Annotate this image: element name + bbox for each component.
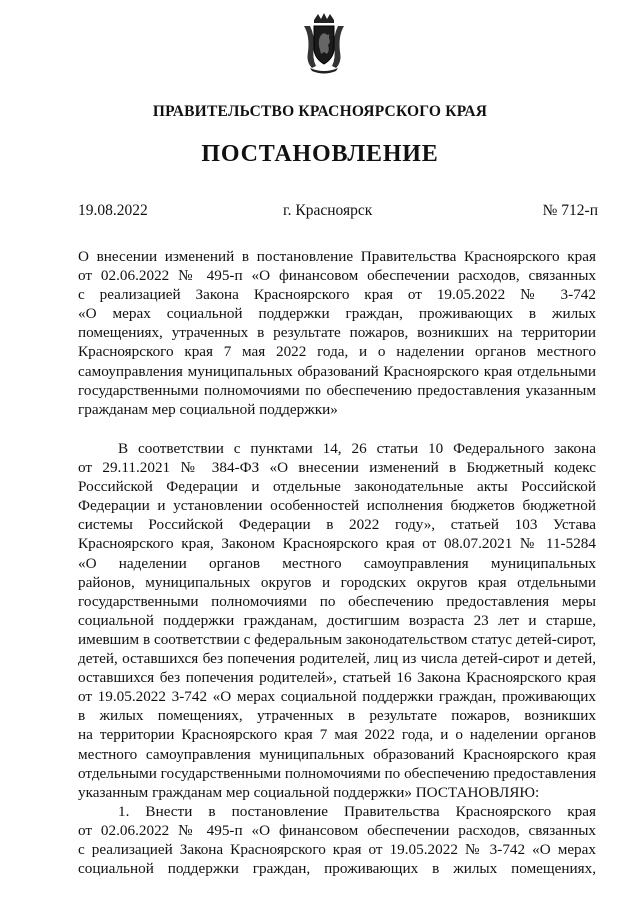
document-subject [78, 247, 596, 419]
subject-line: гражданам мер социальной поддержки» [78, 400, 338, 418]
body-line: «О наделении органов местного самоуправления муниципальных [78, 554, 596, 572]
body-line: Российской Федерации и отдельные законодательные акты Российской [78, 478, 596, 496]
subject-line: Красноярского края 7 мая 2022 года, и о наделении органов местного [78, 343, 596, 361]
document-body [78, 439, 596, 878]
document-number: № 712-п [542, 202, 598, 219]
body-line: районов, муниципальных округов и городских округов края отдельными [78, 573, 596, 591]
subject-line: с реализацией Закона Красноярского края от 19.05.2022 № 3-742 [78, 286, 596, 304]
body-line: детей, оставшихся без попечения родителей, лиц из числа детей-сирот и детей, [78, 650, 596, 668]
document-type-title: ПОСТАНОВЛЕНИЕ [201, 141, 439, 167]
coat-of-arms-icon [300, 12, 348, 74]
body-line: от 02.06.2022 № 495-п «О финансовом обеспечении расходов, связанных [78, 821, 596, 839]
body-line: системы Российской Федерации в 2022 году», статьей 103 Устава [78, 516, 596, 534]
body-line: социальной поддержки гражданам, достигшим возраста 23 лет и старше, [78, 611, 596, 629]
body-line: указанным гражданам мер социальной поддержки» ПОСТАНОВЛЯЮ: [78, 783, 540, 801]
body-line: местного самоуправления муниципальных образований Красноярского края [78, 745, 596, 763]
body-line: 1. Внести в постановление Правительства Красноярского края [118, 802, 596, 820]
subject-line: государственными полномочиями по обеспечению предоставления указанным [78, 381, 596, 399]
subject-line: самоуправления муниципальных образований Красноярского края отдельными [78, 362, 596, 380]
body-line: Федерации и установлении особенностей исполнения бюджетов бюджетной [78, 497, 596, 515]
body-line: оставшихся без попечения родителей», статьей 16 Закона Красноярского края [78, 669, 596, 687]
subject-line: от 02.06.2022 № 495-п «О финансовом обеспечении расходов, связанных [78, 267, 596, 285]
subject-line: О внесении изменений в постановление Правительства Красноярского края [78, 248, 596, 265]
subject-line: «О мерах социальной поддержки граждан, проживающих в жилых [78, 305, 596, 323]
body-line: В соответствии с пунктами 14, 26 статьи 10 Федерального закона [118, 440, 596, 457]
document-city: г. Красноярск [283, 202, 373, 219]
body-line: от 19.05.2022 3-742 «О мерах социальной поддержки граждан, проживающих [78, 688, 596, 706]
body-line: с реализацией Закона Красноярского края от 19.05.2022 № 3-742 «О мерах [78, 840, 596, 858]
subject-line: помещениях, утраченных в результате пожаров, возникших на территории [78, 324, 596, 342]
body-line: государственными полномочиями по обеспечению предоставления меры [78, 592, 596, 610]
body-line: имевшим в соответствии с федеральным законодательством статус детей-сирот, [78, 630, 596, 648]
body-line: социальной поддержки граждан, проживающих в жилых помещениях, [78, 860, 596, 878]
body-line: отдельными государственными полномочиями по обеспечению предоставления [78, 764, 597, 782]
body-line: на территории Красноярского края 7 мая 2022 года, и о наделении органов [78, 726, 596, 744]
body-line: Красноярского края, Законом Красноярского края от 08.07.2021 № 11-5284 [78, 535, 596, 553]
body-line: в жилых помещениях, утраченных в результате пожаров, возникших [78, 707, 596, 725]
organization-name: ПРАВИТЕЛЬСТВО КРАСНОЯРСКОГО КРАЯ [152, 103, 488, 120]
body-line: от 29.11.2021 № 384-ФЗ «О внесении изменений в Бюджетный кодекс [78, 459, 596, 477]
document-date: 19.08.2022 [78, 202, 148, 219]
